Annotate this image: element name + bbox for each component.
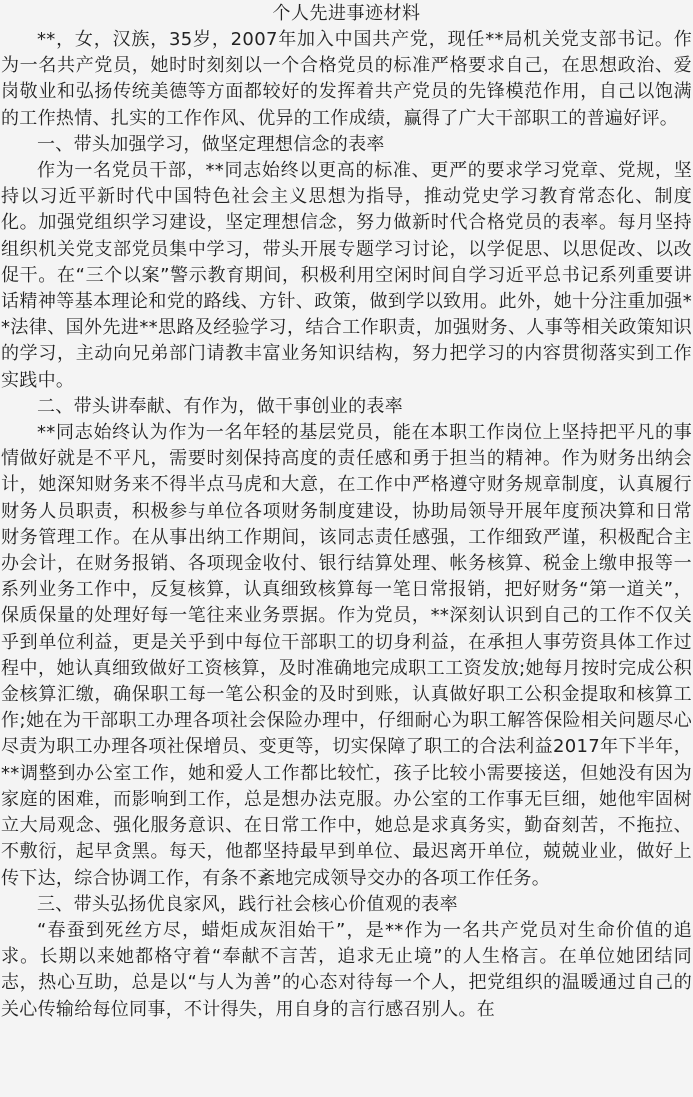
section-1-paragraph: 作为一名党员干部，**同志始终以更高的标准、更严的要求学习党章、党规，坚持以习近平新时代中国特色社会主义思想为指导，推动党史学习教育常态化、制度化。加强党组织学习建设，坚定理想信念，努力做新时代合格党员的表率。每月坚持组织机关党支部党员集中学习，带头开展专题学习讨论，以学促思、以思促改、以改促干。在“三个以案”警示教育期间，积极利用空闲时间自学习近平总书记系列重要讲话精神等基本理论和党的路线、方针、政策，做到学以致用。此外，她十分注重加强**法律、国外先进**思路及经验学习，结合工作职责，加强财务、人事等相关政策知识的学习，主动向兄弟部门请教丰富业务知识结构，努力把学习的内容贯彻落实到工作实践中。 bbox=[1, 160, 692, 391]
section-3-heading: 三、带头弘扬优良家风，践行社会核心价值观的表率 bbox=[37, 893, 458, 915]
section-2-heading: 二、带头讲奉献、有作为，做干事创业的表率 bbox=[37, 395, 403, 417]
section-1-heading: 一、带头加强学习，做坚定理想信念的表率 bbox=[37, 133, 385, 155]
intro-paragraph: **，女，汉族，35岁，2007年加入中国共产党，现任**局机关党支部书记。作为一名共产党员，她时时刻刻以一个合格党员的标准严格要求自己，在思想政治、爱岗敬业和弘扬传统美德等方面都较好的发挥着共产党员的先锋模范作用，自己以饱满的工作热情、扎实的工作作风、优异的工作成绩，赢得了广大干部职工的普遍好评。 bbox=[1, 29, 692, 129]
document-title: 个人先进事迹材料 bbox=[272, 3, 421, 24]
section-2-paragraph: **同志始终认为作为一名年轻的基层党员，能在本职工作岗位上坚持把平凡的事情做好就是不平凡，需要时刻保持高度的责任感和勇于担当的精神。作为财务出纳会计，她深知财务来不得半点马虎和大意，在工作中严格遵守财务规章制度，认真履行财务人员职责，积极参与单位各项财务制度建设，协助局领导开展年度预决算和日常财务管理工作。在从事出纳工作期间，该同志责任感强，工作细致严谨，积极配合主办会计，在财务报销、各项现金收付、银行结算处理、帐务核算、税金上缴申报等一系列业务工作中，反复核算，认真细致核算每一笔日常报销，把好财务“第一道关”，保质保量的处理好每一笔往来业务票据。作为党员，**深刻认识到自己的工作不仅关乎到单位利益，更是关乎到中每位干部职工的切身利益，在承担人事劳资具体工作过程中，她认真细致做好工资核算，及时准确地完成职工工资发放;她每月按时完成公积金核算汇缴，确保职工每一笔公积金的及时到账，认真做好职工公积金提取和核算工作;她在为干部职工办理各项社会保险办理中，仔细耐心为职工解答保险相关问题尽心尽责为职工办理各项社保增员、变更等，切实保障了职工的合法利益2017年下半年，**调整到办公室工作，她和爱人工作都比较忙，孩子比较小需要接送，但她没有因为家庭的困难，而影响到工作，总是想办法克服。办公室的工作事无巨细，她他牢固树立大局观念、强化服务意识、在日常工作中，她总是求真务实，勤奋刻苦，不拖拉、不敷衍，起早贪黑。每天，他都坚持最早到单位、最迟离开单位，兢兢业业，做好上传下达，综合协调工作，有条不紊地完成领导交办的各项工作任务。 bbox=[1, 422, 692, 889]
section-3-paragraph: “春蚕到死丝方尽，蜡炬成灰泪始干”，是**作为一名共产党员对生命价值的追求。长期以来她都格守着“奉献不言苦，追求无止境”的人生格言。在单位她团结同志，热心互助，总是以“与人为善”的心态对待每一个人，把党组织的温暖通过自己的关心传输给每位同事，不计得失，用自身的言行感召别人。在 bbox=[1, 919, 692, 1020]
